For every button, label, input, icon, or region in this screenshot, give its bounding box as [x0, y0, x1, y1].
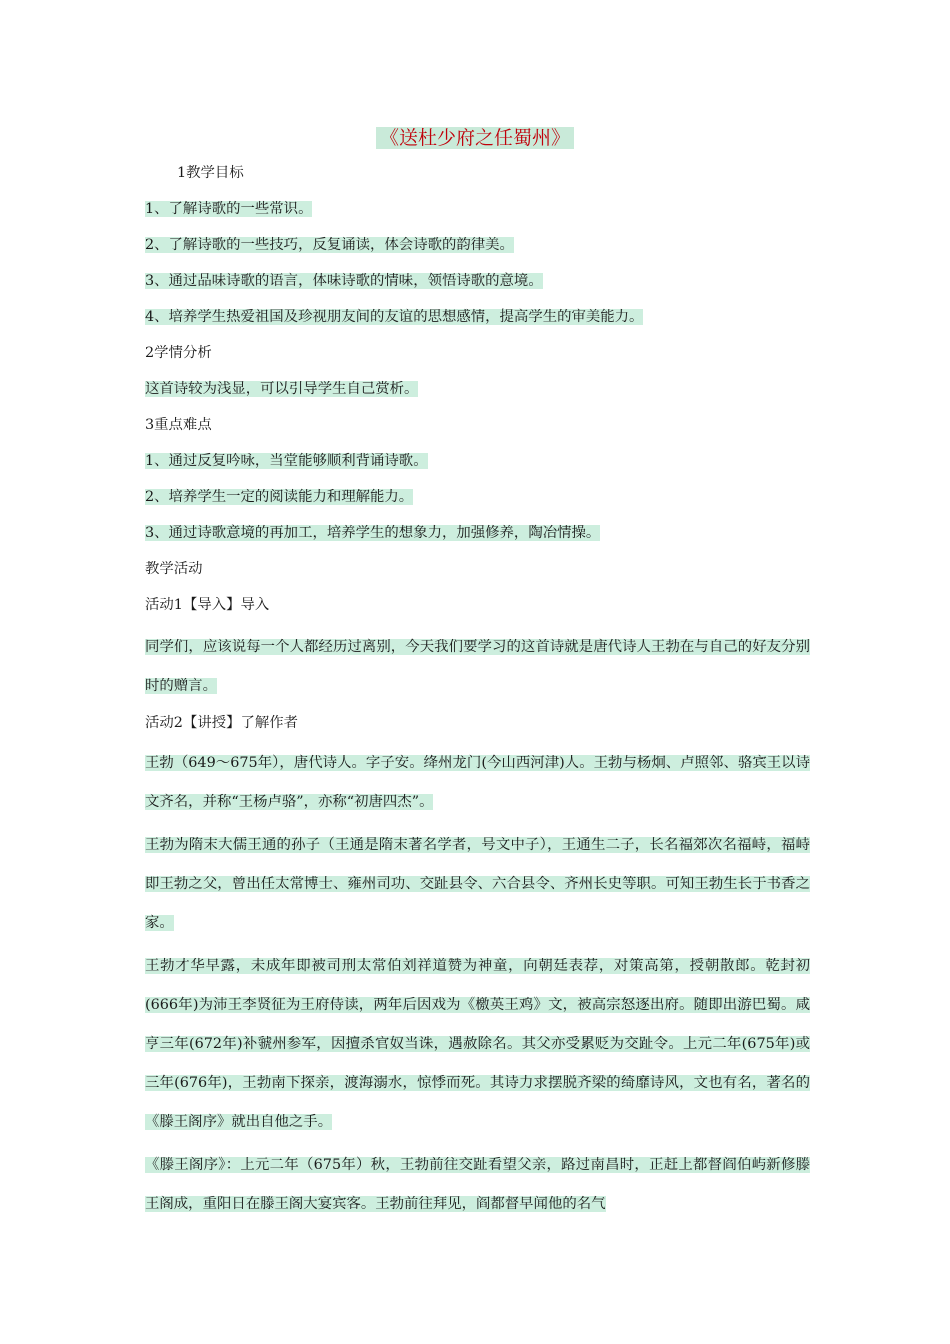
author-paragraph: 《滕王阁序》：上元二年（675年）秋，王勃前往交趾看望父亲，路过南昌时，正赶上都督阎伯屿新修滕王阁成，重阳日在滕王阁大宴宾客。王勃前往拜见，阎都督早闻他的名气: [145, 1157, 810, 1212]
section-heading-activities: 教学活动: [145, 561, 203, 577]
author-paragraph: 王勃才华早露，未成年即被司刑太常伯刘祥道赞为神童，向朝廷表荐，对策高第，授朝散郎。乾封初(666年)为沛王李贤征为王府侍读，两年后因戏为《檄英王鸡》文，被高宗怒逐出府。随即出游巴蜀。咸亨三年(672年)补虢州参军，因擅杀官奴当诛，遇赦除名。其父亦受累贬为交趾令。上元二年(675年)或三年(676年)，王勃南下探亲，渡海溺水，惊悸而死。其诗力求摆脱齐梁的绮靡诗风，文也有名，著名的《滕王阁序》就出自他之手。: [145, 958, 810, 1130]
key-point-item: 1、通过反复吟咏，当堂能够顺利背诵诗歌。: [145, 453, 428, 469]
activity-1-text: 同学们，应该说每一个人都经历过离别，今天我们要学习的这首诗就是唐代诗人王勃在与自己的好友分别时的赠言。: [145, 639, 810, 694]
document-title-text: 《送杜少府之任蜀州》: [376, 127, 574, 149]
activity-2-heading: 活动2【讲授】了解作者: [145, 715, 299, 731]
goal-item: 2、了解诗歌的一些技巧，反复诵读，体会诗歌的韵律美。: [145, 237, 514, 253]
activity-1-heading: 活动1【导入】导入: [145, 597, 270, 613]
goal-item: 4、培养学生热爱祖国及珍视朋友间的友谊的思想感情，提高学生的审美能力。: [145, 309, 644, 325]
author-paragraph: 王勃为隋末大儒王通的孙子（王通是隋末著名学者，号文中子），王通生二子，长名福郊次名福峙，福峙即王勃之父，曾出任太常博士、雍州司功、交趾县令、六合县令、齐州长史等职。可知王勃生长于书香之家。: [145, 837, 810, 931]
goal-item: 1、了解诗歌的一些常识。: [145, 201, 313, 217]
document-title: [0, 124, 950, 152]
section-heading-goals: 1教学目标: [177, 165, 244, 181]
analysis-text: 这首诗较为浅显，可以引导学生自己赏析。: [145, 381, 419, 397]
document-body: [145, 160, 810, 1228]
section-heading-key-points: 3重点难点: [145, 417, 212, 433]
author-paragraph: 王勃（649～675年），唐代诗人。字子安。绛州龙门(今山西河津)人。王勃与杨炯、卢照邻、骆宾王以诗文齐名，并称“王杨卢骆”，亦称“初唐四杰”。: [145, 755, 810, 810]
key-point-item: 2、培养学生一定的阅读能力和理解能力。: [145, 489, 414, 505]
key-point-item: 3、通过诗歌意境的再加工，培养学生的想象力，加强修养，陶冶情操。: [145, 525, 601, 541]
goal-item: 3、通过品味诗歌的语言，体味诗歌的情味，领悟诗歌的意境。: [145, 273, 543, 289]
section-heading-analysis: 2学情分析: [145, 345, 212, 361]
